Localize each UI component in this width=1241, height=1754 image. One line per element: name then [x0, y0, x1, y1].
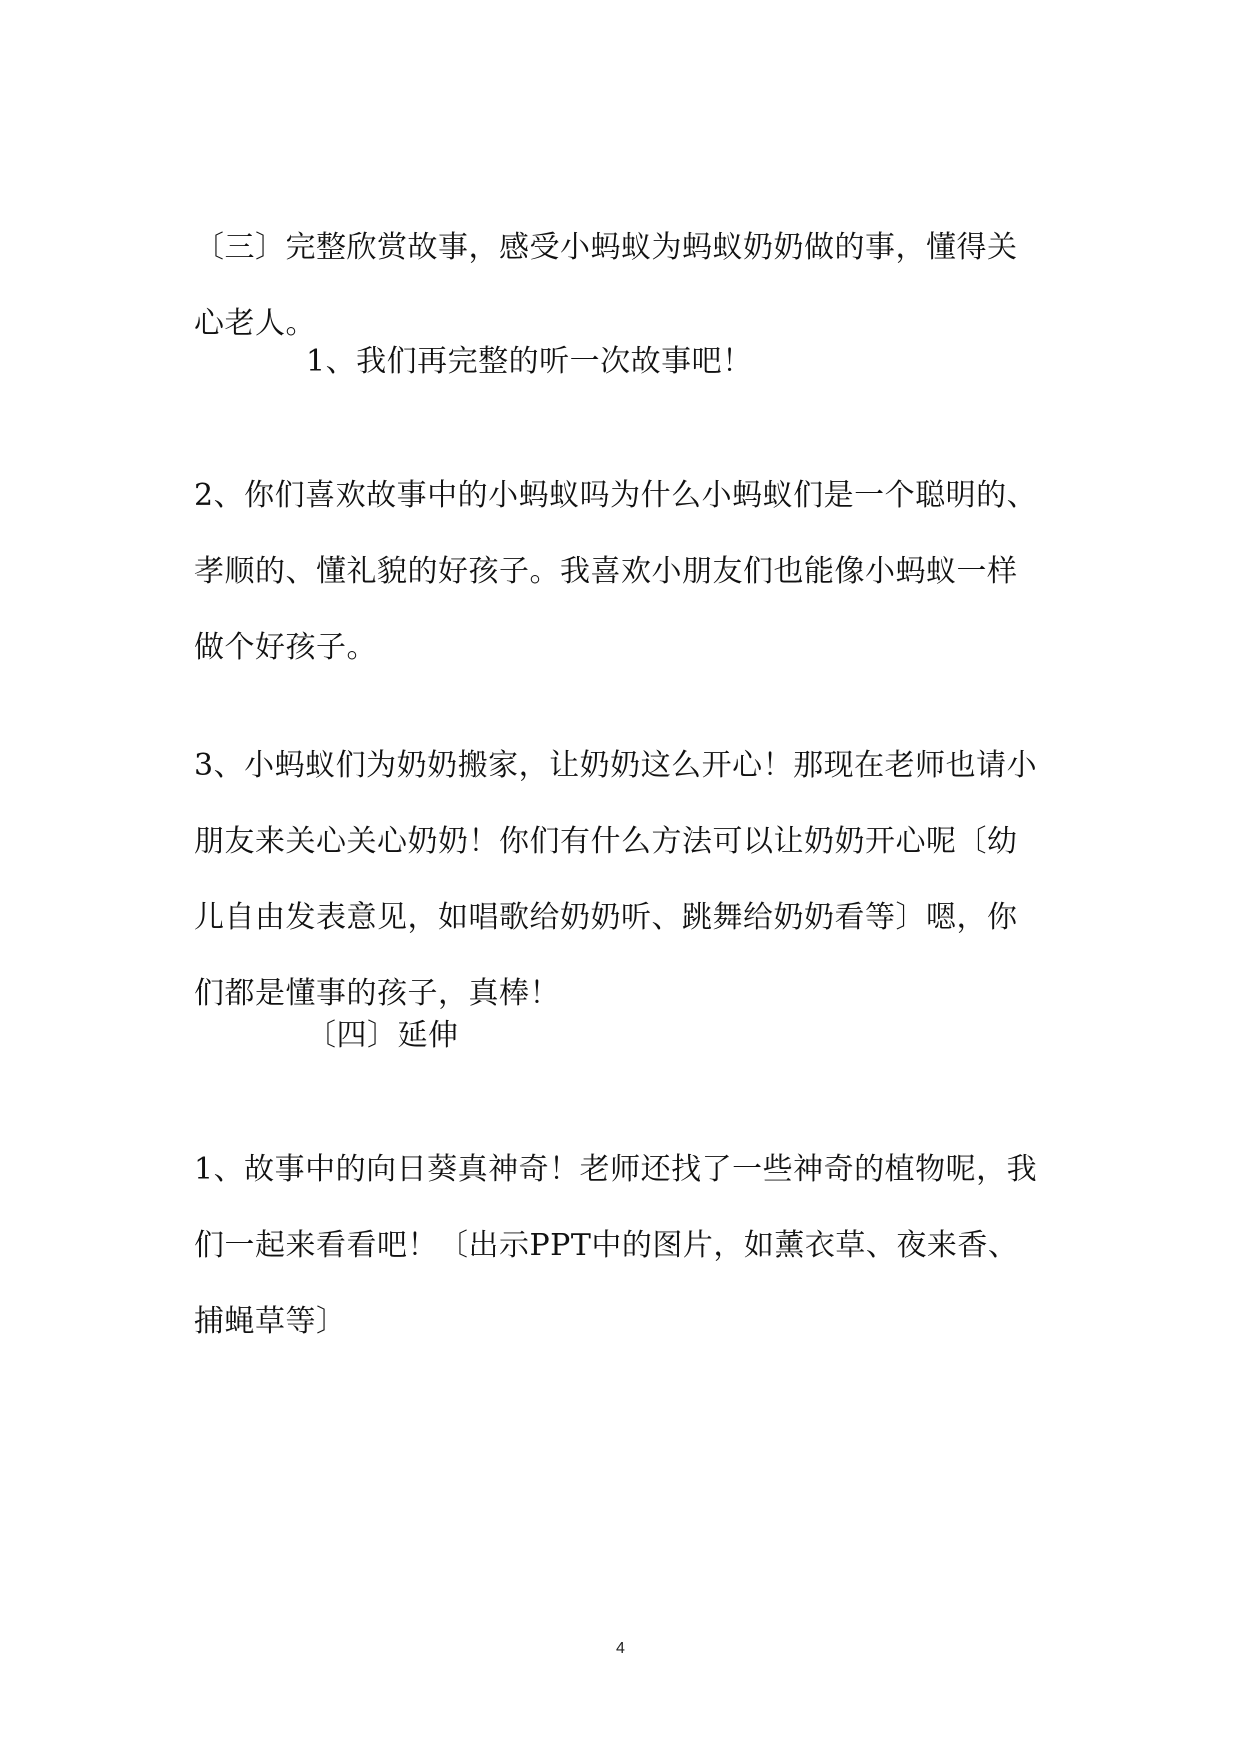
page-number: 4: [616, 1640, 625, 1657]
item-1-paragraph: 1、我们再完整的听一次故事吧！: [306, 344, 753, 379]
section-three-paragraph: 〔三〕完整欣赏故事，感受小蚂蚁为蚂蚁奶奶做的事，懂得关心老人。: [194, 230, 1018, 341]
item-3-paragraph: 3、小蚂蚁们为奶奶搬家，让奶奶这么开心！那现在老师也请小朋友来关心关心奶奶！你们有什么方法可以让奶奶开心呢〔幼儿自由发表意见，如唱歌给奶奶听、跳舞给奶奶看等〕嗯，你们都是懂事的孩子，真棒！: [194, 748, 1038, 1011]
section-four-heading: 〔四〕延伸: [306, 1018, 459, 1053]
extension-item-1-paragraph: 1、故事中的向日葵真神奇！老师还找了一些神奇的植物呢，我们一起来看看吧！〔出示PPT中的图片，如薰衣草、夜来香、捕蝇草等〕: [194, 1152, 1038, 1339]
item-2-paragraph: 2、你们喜欢故事中的小蚂蚁吗为什么小蚂蚁们是一个聪明的、孝顺的、懂礼貌的好孩子。我喜欢小朋友们也能像小蚂蚁一样做个好孩子。: [194, 478, 1038, 665]
